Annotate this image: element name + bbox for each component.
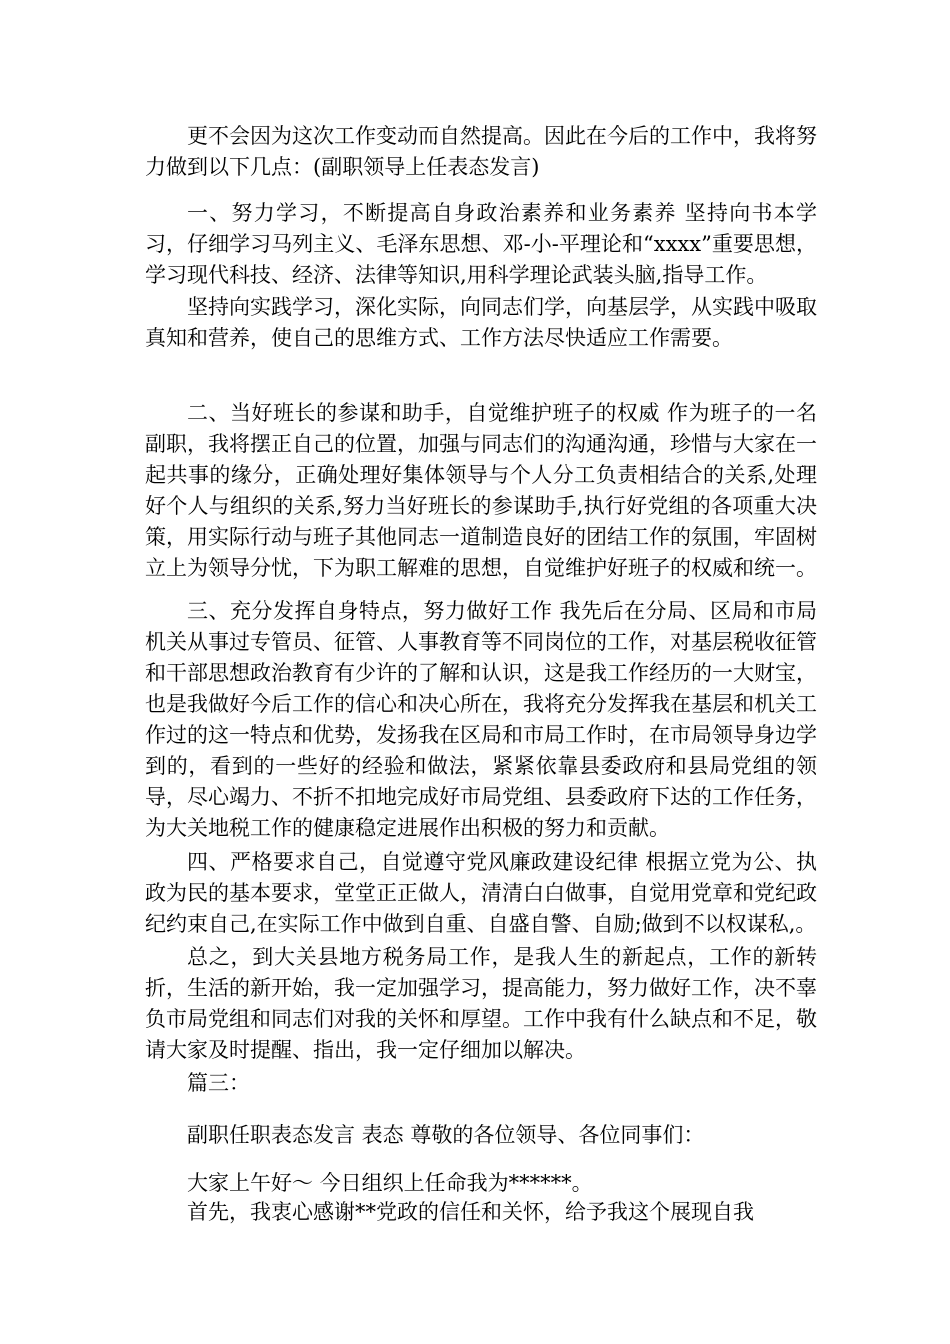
paragraph-point-two: 二、当好班长的参谋和助手，自觉维护班子的权威 作为班子的一名副职，我将摆正自己的位置，加强与同志们的沟通沟通，珍惜与大家在一起共事的缘分，正确处理好集体领导与个人分工负责相结合的关系,处理好个人与组织的关系,努力当好班长的参谋助手,执行好党组的各项重大决策，用实际行动与班子其他同志一道制造良好的团结工作的氛围，牢固树立上为领导分忧，下为职工解难的思想，自觉维护好班子的权威和统一。 <box>145 401 817 580</box>
paragraph-greeting: 大家上午好～ 今日组织上任命我为******。 <box>187 1171 593 1195</box>
paragraph-practice-learning: 坚持向实践学习，深化实际，向同志们学，向基层学，从实践中吸取真知和营养，使自己的思维方式、工作方法尽快适应工作需要。 <box>145 295 817 350</box>
paragraph-point-three: 三、充分发挥自身特点，努力做好工作 我先后在分局、区局和市局机关从事过专管员、征管、人事教育等不同岗位的工作，对基层税收征管和干部思想政治教育有少许的了解和认识，这是我工作经历的一大财宝，也是我做好今后工作的信心和决心所在，我将充分发挥我在基层和机关工作过的这一特点和优势，发扬我在区局和市局工作时，在市局领导身边学到的，看到的一些好的经验和做法，紧紧依靠县委政府和县局党组的领导，尽心竭力、不折不扣地完成好市局党组、县委政府下达的工作任务，为大关地税工作的健康稳定进展作出积极的努力和贡献。 <box>145 599 817 840</box>
paragraph-conclusion: 总之，到大关县地方税务局工作，是我人生的新起点，工作的新转折，生活的新开始，我一定加强学习，提高能力，努力做好工作，决不辜负市局党组和同志们对我的关怀和厚望。工作中我有什么缺点和不足，敬请大家及时提醒、指出，我一定仔细加以解决。 <box>145 945 817 1062</box>
paragraph-intro: 更不会因为这次工作变动而自然提高。因此在今后的工作中，我将努力做到以下几点：(副职领导上任表态发言) <box>145 124 817 179</box>
paragraph-thanks: 首先，我衷心感谢**党政的信任和关怀，给予我这个展现自我 <box>187 1200 754 1224</box>
paragraph-point-one: 一、努力学习，不断提高自身政治素养和业务素养 坚持向书本学习，仔细学习马列主义、毛泽东思想、邓-小-平理论和“xxxx”重要思想，学习现代科技、经济、法律等知识,用科学理论武装头脑,指导工作。 <box>145 201 817 287</box>
paragraph-point-four: 四、严格要求自己，自觉遵守党风廉政建设纪律 根据立党为公、执政为民的基本要求，堂堂正正做人，清清白白做事，自觉用党章和党纪政纪约束自己,在实际工作中做到自重、自盛自警、自励;做到不以权谋私,。 <box>145 850 817 936</box>
section-heading-part-three: 篇三： <box>187 1071 250 1095</box>
paragraph-speech-title: 副职任职表态发言 表态 尊敬的各位领导、各位同事们： <box>187 1123 705 1147</box>
